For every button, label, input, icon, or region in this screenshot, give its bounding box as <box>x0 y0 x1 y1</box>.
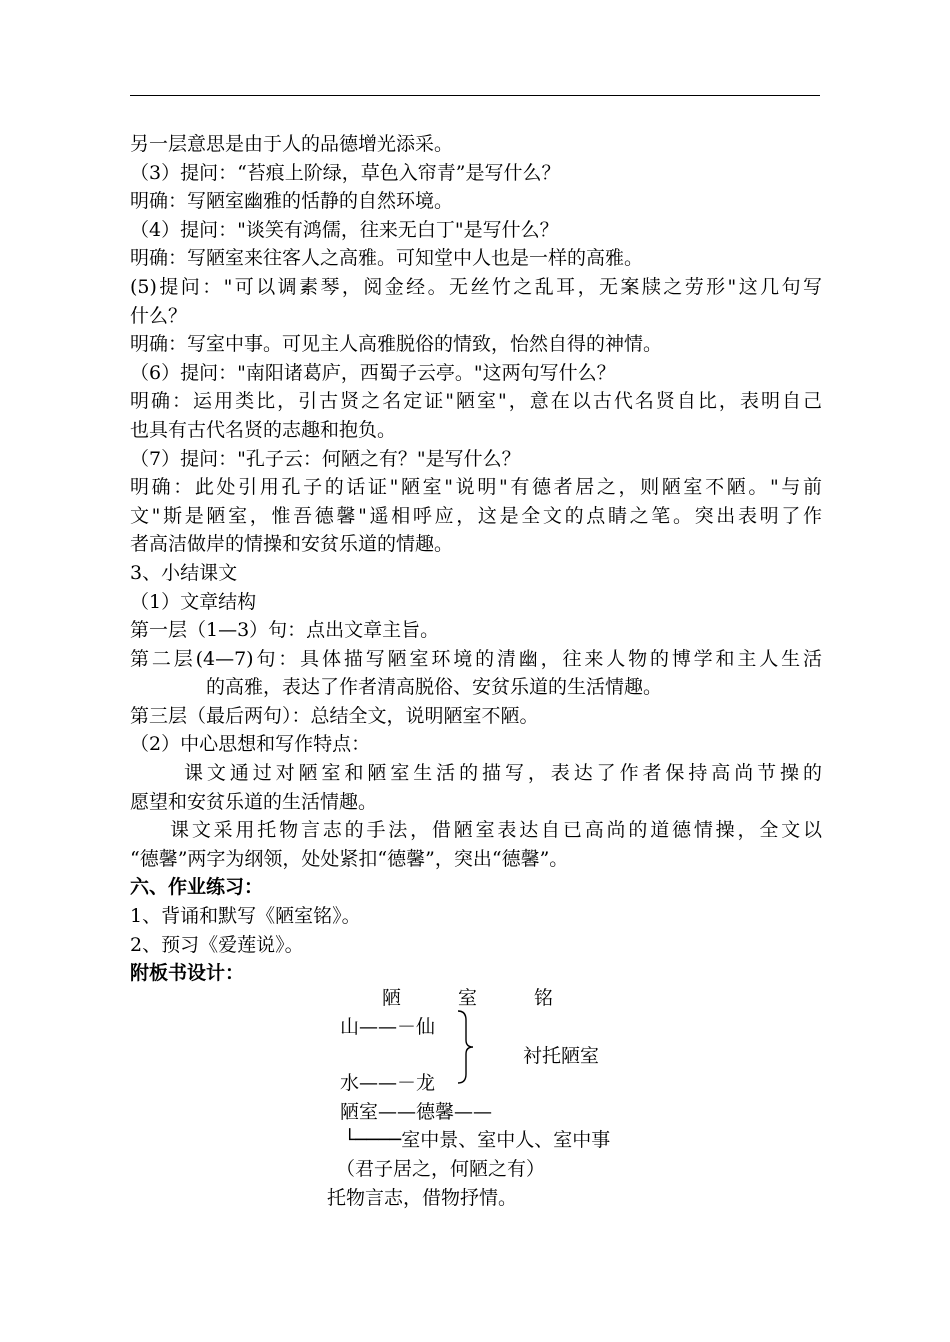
feature-paragraph-cont: “德馨”两字为纲领，处处紧扣“德馨”，突出“德馨”。 <box>130 847 569 870</box>
board-contrast-label: 衬托陋室 <box>523 1045 600 1067</box>
curly-brace-icon <box>456 1010 474 1084</box>
board-title-char-2: 室 <box>458 987 478 1009</box>
section-summary: 3、小结课文 <box>130 561 238 584</box>
layer-3: 第三层（最后两句）：总结全文，说明陋室不陋。 <box>130 704 539 727</box>
board-branch-line: └────室中景、室中人、室中事 <box>344 1129 611 1151</box>
answer-7-end: 者高洁做岸的情操和安贫乐道的情趣。 <box>130 533 454 556</box>
subsection-structure: （1）文章结构 <box>130 590 257 613</box>
question-5-cont: 什么？ <box>130 304 188 327</box>
board-mountain-line: 山——－仙 <box>340 1016 436 1038</box>
answer-3: 明确：写陋室幽雅的恬静的自然环境。 <box>130 190 454 213</box>
homework-heading: 六、作业练习： <box>130 876 264 899</box>
board-design-heading: 附板书设计： <box>130 962 245 985</box>
theme-paragraph-cont: 愿望和安贫乐道的生活情趣。 <box>130 790 378 813</box>
homework-1: 1、背诵和默写《陋室铭》。 <box>130 905 361 928</box>
answer-7: 明确：此处引用孔子的话证"陋室"说明"有德者居之，则陋室不陋。"与前 <box>130 476 822 499</box>
homework-2: 2、预习《爱莲说》。 <box>130 933 304 956</box>
text-line: 另一层意思是由于人的品德增光添采。 <box>130 133 454 155</box>
document-body <box>130 130 822 988</box>
question-3: （3）提问：“苔痕上阶绿，草色入帘青”是写什么？ <box>130 161 561 184</box>
answer-4: 明确：写陋室来往客人之高雅。可知堂中人也是一样的高雅。 <box>130 247 644 270</box>
question-6: （6）提问："南阳诸葛庐，西蜀子云亭。"这两句写什么？ <box>130 361 616 384</box>
theme-paragraph: 课文通过对陋室和陋室生活的描写，表达了作者保持高尚节操的 <box>184 762 822 785</box>
layer-2-cont: 的高雅，表达了作者清高脱俗、安贫乐道的生活情趣。 <box>206 676 663 699</box>
header-rule <box>130 95 820 96</box>
question-5: (5)提问："可以调素琴，阅金经。无丝竹之乱耳，无案牍之劳形"这几句写 <box>130 275 822 298</box>
question-4: （4）提问："谈笑有鸿儒，往来无白丁"是写什么？ <box>130 218 559 241</box>
board-virtue-line: 陋室——德馨—— <box>340 1101 493 1123</box>
board-title-char-1: 陋 <box>382 987 402 1009</box>
feature-paragraph: 课文采用托物言志的手法，借陋室表达自已高尚的道德情操，全文以 <box>170 819 822 842</box>
board-title-char-3: 铭 <box>534 987 554 1009</box>
layer-1: 第一层（1—3）句：点出文章主旨。 <box>130 619 440 642</box>
board-water-line: 水——－龙 <box>340 1072 436 1094</box>
board-summary: 托物言志，借物抒情。 <box>327 1187 518 1209</box>
answer-6-cont: 也具有古代名贤的志趣和抱负。 <box>130 418 397 441</box>
answer-7-cont: 文"斯是陋室，惟吾德馨"遥相呼应，这是全文的点睛之笔。突出表明了作 <box>130 504 822 527</box>
answer-5: 明确：写室中事。可见主人高雅脱俗的情致，怡然自得的神情。 <box>130 333 663 356</box>
question-7: （7）提问："孔子云：何陋之有？"是写什么？ <box>130 447 521 470</box>
answer-6: 明确：运用类比，引古贤之名定证"陋室"，意在以古代名贤自比，表明自己 <box>130 390 822 413</box>
layer-2: 第二层(4—7)句：具体描写陋室环境的清幽，往来人物的博学和主人生活 <box>130 647 822 670</box>
board-quote: （君子居之，何陋之有） <box>336 1158 546 1180</box>
subsection-theme: （2）中心思想和写作特点： <box>130 733 371 756</box>
